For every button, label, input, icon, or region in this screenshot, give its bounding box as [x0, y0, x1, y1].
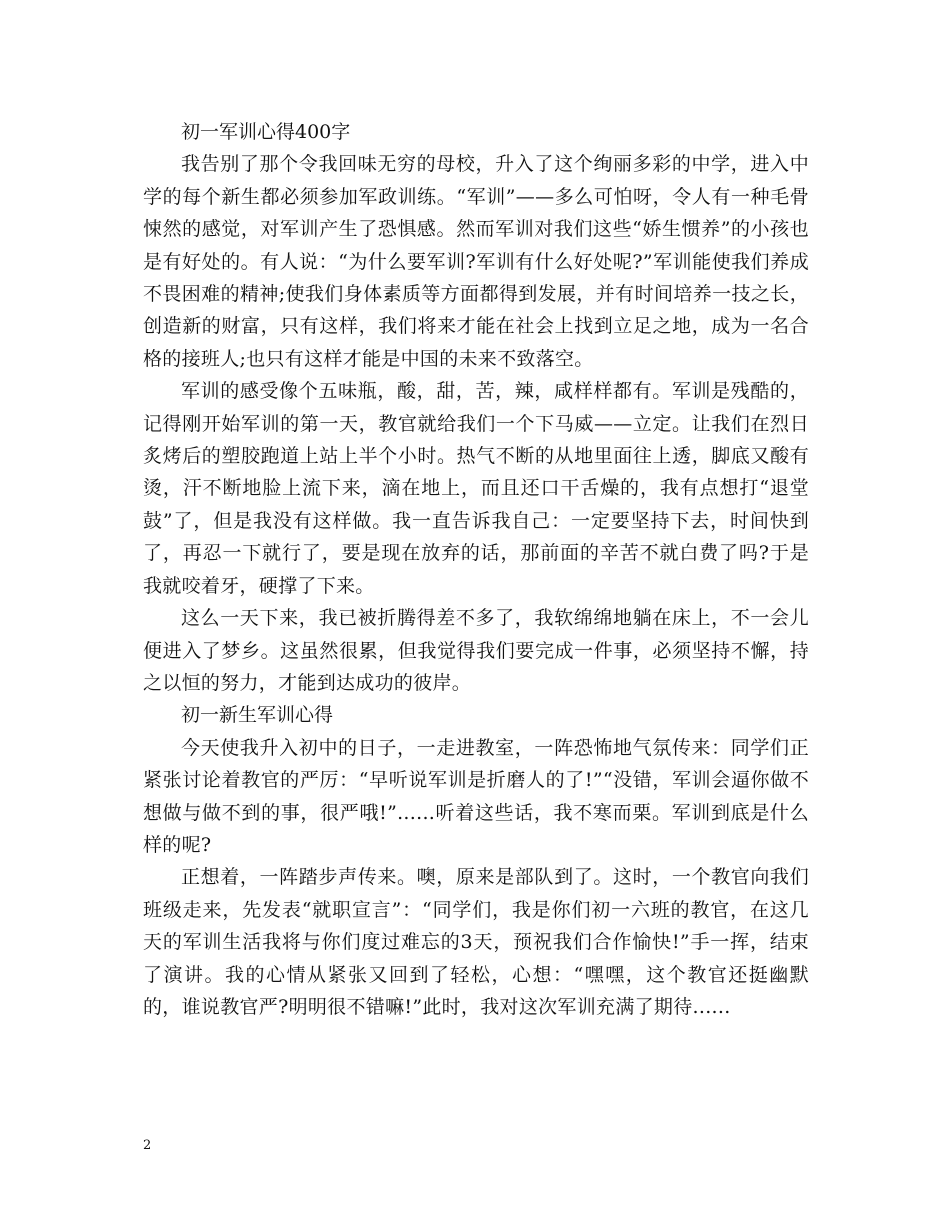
page-number: 2 [143, 1138, 152, 1153]
paragraph-2: 军训的感受像个五味瓶，酸，甜，苦，辣，咸样样都有。军训是残酷的，记得刚开始军训的第一天，教官就给我们一个下马威——立定。让我们在烈日炙烤后的塑胶跑道上站上半个小时。热气不断的从地里面往上透，脚底又酸有烫，汗不断地脸上流下来，滴在地上，而且还口干舌燥的，我有点想打“退堂鼓”了，但是我没有这样做。我一直告诉我自己：一定要坚持下去，时间快到了，再忍一下就行了，要是现在放弃的话，那前面的辛苦不就白费了吗?于是我就咬着牙，硬撑了下来。 [143, 380, 809, 597]
paragraph-3: 这么一天下来，我已被折腾得差不多了，我软绵绵地躺在床上，不一会儿便进入了梦乡。这虽然很累，但我觉得我们要完成一件事，必须坚持不懈，持之以恒的努力，才能到达成功的彼岸。 [143, 607, 809, 694]
section-title-2: 初一新生军训心得 [181, 704, 334, 727]
document-body [143, 116, 809, 1023]
section-title-1: 初一军训心得400字 [181, 121, 351, 143]
paragraph-1: 我告别了那个令我回味无穷的母校，升入了这个绚丽多彩的中学，进入中学的每个新生都必须参加军政训练。“军训”——多么可怕呀，令人有一种毛骨悚然的感觉，对军训产生了恐惧感。然而军训对我们这些“娇生惯养”的小孩也是有好处的。有人说：“为什么要军训?军训有什么好处呢?”军训能使我们养成不畏困难的精神;使我们身体素质等方面都得到发展，并有时间培养一技之长，创造新的财富，只有这样，我们将来才能在社会上找到立足之地，成为一名合格的接班人;也只有这样才能是中国的未来不致落空。 [143, 153, 809, 370]
paragraph-4: 今天使我升入初中的日子，一走进教室，一阵恐怖地气氛传来：同学们正紧张讨论着教官的严厉：“早听说军训是折磨人的了!”“没错，军训会逼你做不想做与做不到的事，很严哦!”......听着这些话，我不寒而栗。军训到底是什么样的呢? [143, 736, 809, 856]
paragraph-5: 正想着，一阵踏步声传来。噢，原来是部队到了。这时，一个教官向我们班级走来，先发表“就职宣言”：“同学们，我是你们初一六班的教官，在这几天的军训生活我将与你们度过难忘的3天，预祝我们合作愉快!”手一挥，结束了演讲。我的心情从紧张又回到了轻松，心想：“嘿嘿，这个教官还挺幽默的，谁说教官严?明明很不错嘛!”此时，我对这次军训充满了期待...... [143, 866, 809, 1018]
